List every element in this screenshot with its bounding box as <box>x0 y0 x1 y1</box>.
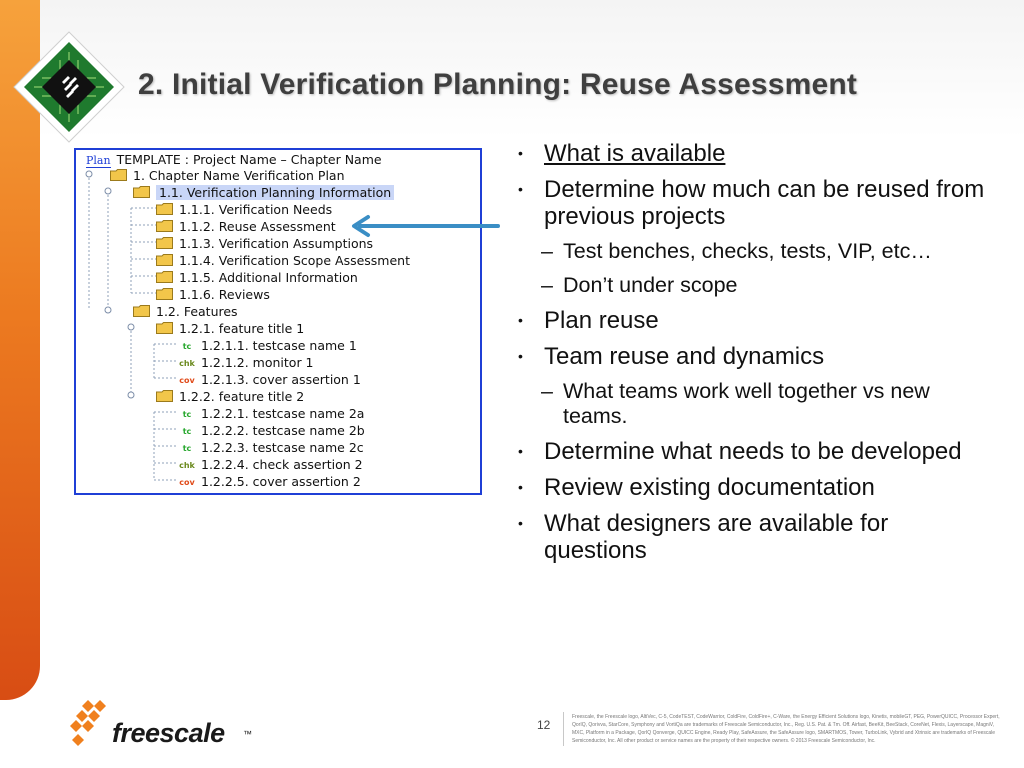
folder-icon <box>110 169 127 181</box>
tree-row-label: 1.1.6. Reviews <box>179 287 270 302</box>
folder-icon <box>156 271 173 283</box>
bullet-dot-icon: • <box>518 443 523 459</box>
tree-row-label: 1.1.2. Reuse Assessment <box>179 219 336 234</box>
tree-row-label: 1.2.2.1. testcase name 2a <box>201 406 365 421</box>
bullet-item <box>516 438 986 465</box>
tree-row-planning-information[interactable] <box>133 185 394 200</box>
tree-row-label: 1.1. Verification Planning Information <box>156 185 394 200</box>
sub-bullet-item <box>516 379 986 429</box>
folder-icon <box>156 322 173 334</box>
tree-row-verification-scope-assessment[interactable] <box>156 253 410 268</box>
check-icon: chk <box>179 359 195 368</box>
tree-row-cover-assertion-1[interactable] <box>178 372 361 387</box>
tree-row-label: 1.1.4. Verification Scope Assessment <box>179 253 410 268</box>
tree-row-monitor-1[interactable] <box>178 355 314 370</box>
folder-icon <box>156 390 173 402</box>
folder-icon <box>156 203 173 215</box>
tree-row-testcase-1[interactable] <box>178 338 357 353</box>
bullet-text: What designers are available for questions <box>544 510 889 564</box>
tree-row-label: 1.2.1.3. cover assertion 1 <box>201 372 361 387</box>
testcase-icon: tc <box>182 342 192 351</box>
dash-icon: – <box>541 379 553 403</box>
coverage-icon: cov <box>179 478 195 487</box>
bullet-item <box>516 307 986 334</box>
bullet-text: Plan reuse <box>544 307 659 334</box>
folder-icon <box>156 254 173 266</box>
bullet-dot-icon: • <box>518 181 523 197</box>
bullet-item <box>516 474 986 501</box>
tree-row-label: 1. Chapter Name Verification Plan <box>133 168 345 183</box>
folder-icon <box>156 220 173 232</box>
trademark-symbol: ™ <box>243 729 252 739</box>
footer-divider <box>563 712 564 746</box>
tree-row-label: 1.2.1. feature title 1 <box>179 321 305 336</box>
sub-bullet-text: Test benches, checks, tests, VIP, etc… <box>563 239 932 263</box>
tree-row-label: 1.2.1.2. monitor 1 <box>201 355 314 370</box>
bullet-dot-icon: • <box>518 145 523 161</box>
bullet-text: Determine how much can be reused from previous projects <box>544 176 985 230</box>
bullet-item <box>516 176 986 230</box>
tree-row-label: 1.2.2.4. check assertion 2 <box>201 457 363 472</box>
bullet-text: Determine what needs to be developed <box>544 438 962 465</box>
sub-bullet-text: What teams work well together vs new teams. <box>563 379 930 428</box>
testcase-icon: tc <box>182 427 192 436</box>
tree-row-label: 1.2.2. feature title 2 <box>179 389 305 404</box>
tree-row-testcase-2b[interactable] <box>178 423 365 438</box>
bullet-dot-icon: • <box>518 515 523 531</box>
tree-row-label: 1.1.3. Verification Assumptions <box>179 236 374 251</box>
folder-icon <box>156 237 173 249</box>
tree-row-testcase-2c[interactable] <box>178 440 364 455</box>
testcase-icon: tc <box>182 410 192 419</box>
verification-plan-tree <box>74 148 482 495</box>
tree-row-cover-assertion-2[interactable] <box>178 474 361 489</box>
tree-row-feature-title-1[interactable] <box>156 321 304 336</box>
bullet-text: Team reuse and dynamics <box>544 343 825 370</box>
bullet-dot-icon: • <box>518 479 523 495</box>
tree-row-testcase-2a[interactable] <box>178 406 364 421</box>
tree-row-additional-information[interactable] <box>156 270 358 285</box>
tree-row-chapter[interactable] <box>110 168 345 183</box>
tree-row-verification-assumptions[interactable] <box>156 236 373 251</box>
testcase-icon: tc <box>182 444 192 453</box>
folder-icon <box>133 186 150 198</box>
freescale-wordmark: freescale <box>112 718 225 748</box>
tree-row-feature-title-2[interactable] <box>156 389 304 404</box>
sub-bullet-item <box>516 239 986 264</box>
tree-row-verification-needs[interactable] <box>156 202 332 217</box>
chip-logo-icon <box>12 30 126 144</box>
dash-icon: – <box>541 239 553 263</box>
sub-bullet-text: Don’t under scope <box>563 273 738 297</box>
tree-row-reuse-assessment[interactable] <box>156 219 336 234</box>
tree-row-label: 1.2.2.5. cover assertion 2 <box>201 474 361 489</box>
tree-row-root[interactable] <box>86 152 382 167</box>
bullet-list <box>516 140 986 573</box>
freescale-logo-icon <box>70 700 116 746</box>
sub-bullet-item <box>516 273 986 298</box>
tree-row-label: 1.2. Features <box>156 304 238 319</box>
tree-row-label: TEMPLATE : Project Name – Chapter Name <box>116 152 382 167</box>
tree-row-label: 1.1.1. Verification Needs <box>179 202 333 217</box>
check-icon: chk <box>179 461 195 470</box>
legal-notice: Freescale, the Freescale logo, AltiVec, C-5, CodeTEST, CodeWarrior, ColdFire, ColdFire+, C-Ware, the Energy Efficient Solutions logo, Kinetis, mobileGT, PEG, PowerQUICC, Processor Expert, QorIQ, Qorivva, StarCore, Symphony and VortiQa are trademarks of Freescale Semiconductor, Inc., Reg. U.S. Pat. & Tm. Off. Airfast, BeeKit, BeeStack, CoreNet, Flexis, Layerscape, MagniV, MXC, Platform in a Package, QorIQ Qonverge, QUICC Engine, Ready Play, SafeAssure, the SafeAssure logo, SMARTMOS, Tower, TurboLink, Vybrid and Xtrinsic are trademarks of Freescale Semiconductor, Inc. All other product or service names are the property of their respective owners. © 2013 Freescale Semiconductor, Inc. <box>572 714 1000 744</box>
tree-row-reviews[interactable] <box>156 287 270 302</box>
tree-row-check-assertion-2[interactable] <box>178 457 363 472</box>
tree-row-features[interactable] <box>133 304 238 319</box>
plan-icon: Plan <box>86 154 111 167</box>
bullet-item <box>516 140 986 167</box>
pointer-arrow-icon <box>346 214 501 238</box>
bullet-dot-icon: • <box>518 348 523 364</box>
slide-title: 2. Initial Verification Planning: Reuse Assessment <box>138 68 858 101</box>
bullet-link[interactable]: What is available <box>544 140 726 167</box>
folder-icon <box>156 288 173 300</box>
folder-icon <box>133 305 150 317</box>
tree-row-label: 1.1.5. Additional Information <box>179 270 358 285</box>
tree-row-label: 1.2.2.2. testcase name 2b <box>201 423 365 438</box>
tree-row-label: 1.2.2.3. testcase name 2c <box>201 440 364 455</box>
page-number: 12 <box>537 718 551 732</box>
bullet-item <box>516 343 986 370</box>
tree-row-label: 1.2.1.1. testcase name 1 <box>201 338 357 353</box>
dash-icon: – <box>541 273 553 297</box>
coverage-icon: cov <box>179 376 195 385</box>
bullet-dot-icon: • <box>518 312 523 328</box>
bullet-text: Review existing documentation <box>544 474 875 501</box>
bullet-item <box>516 510 986 564</box>
